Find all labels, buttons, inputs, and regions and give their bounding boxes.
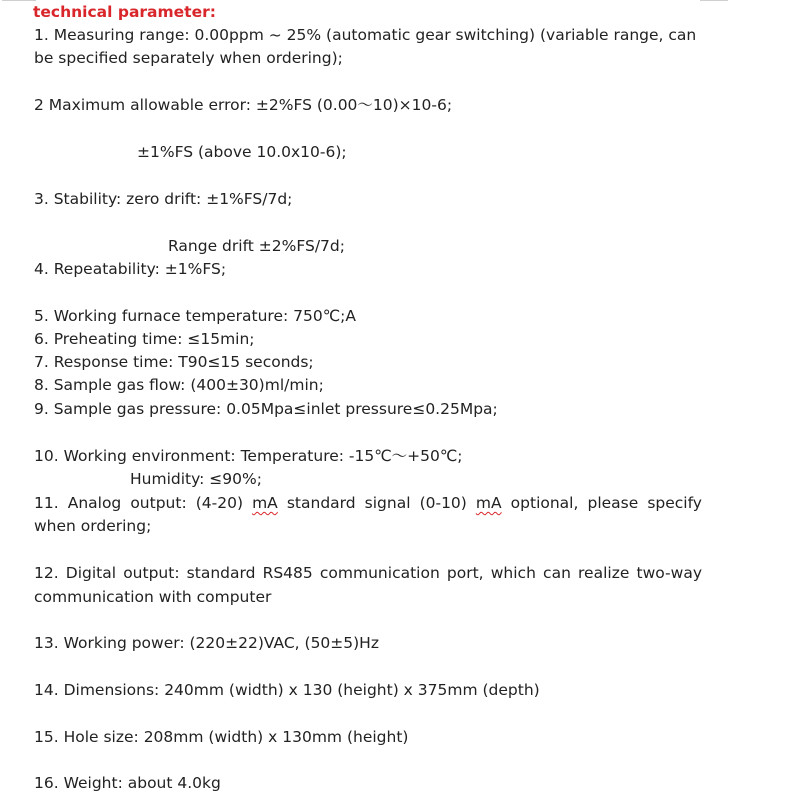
param-line-10b: Humidity: ≤90%;	[130, 470, 262, 488]
param-line-1b: be specified separately when ordering);	[34, 49, 343, 67]
unit-ma-2: mA	[475, 494, 502, 512]
analog-output-after: optional, please specify	[510, 494, 702, 512]
param-line-4: 4. Repeatability: ±1%FS;	[34, 260, 227, 278]
top-divider-right	[700, 0, 728, 1]
param-line-10a: 10. Working environment: Temperature: -15℃～+50℃;	[34, 447, 463, 465]
param-line-12b: communication with computer	[34, 588, 272, 606]
param-line-6: 6. Preheating time: ≤15min;	[34, 330, 255, 348]
param-line-9: 9. Sample gas pressure: 0.05Mpa≤inlet pressure≤0.25Mpa;	[34, 400, 498, 418]
param-line-1a: 1. Measuring range: 0.00ppm ~ 25% (automatic gear switching) (variable range, can	[34, 26, 697, 44]
param-line-5: 5. Working furnace temperature: 750℃;A	[34, 307, 356, 325]
param-line-3a: 3. Stability: zero drift: ±1%FS/7d;	[34, 190, 293, 208]
param-line-3b: Range drift ±2%FS/7d;	[168, 237, 345, 255]
analog-output-label: 11. Analog output: (4-20)	[34, 494, 244, 512]
analog-output-middle: standard signal (0-10)	[286, 494, 467, 512]
param-line-11b: when ordering;	[34, 517, 152, 535]
param-line-11a	[34, 492, 702, 515]
top-divider-left	[2, 0, 36, 1]
param-line-15: 15. Hole size: 208mm (width) x 130mm (height)	[34, 728, 409, 746]
param-line-14: 14. Dimensions: 240mm (width) x 130 (height) x 375mm (depth)	[34, 681, 540, 699]
param-line-7: 7. Response time: T90≤15 seconds;	[34, 353, 314, 371]
param-line-13: 13. Working power: (220±22)VAC, (50±5)Hz	[34, 634, 379, 652]
param-line-8: 8. Sample gas flow: (400±30)ml/min;	[34, 376, 324, 394]
param-line-16: 16. Weight: about 4.0kg	[34, 774, 221, 792]
param-line-2b: ±1%FS (above 10.0x10-6);	[137, 143, 347, 161]
param-line-2a: 2 Maximum allowable error: ±2%FS (0.00～10)×10-6;	[34, 96, 453, 114]
param-line-12a: 12. Digital output: standard RS485 communication port, which can realize two-way	[34, 564, 702, 582]
section-title: technical parameter:	[33, 3, 216, 21]
unit-ma-1: mA	[252, 494, 278, 512]
